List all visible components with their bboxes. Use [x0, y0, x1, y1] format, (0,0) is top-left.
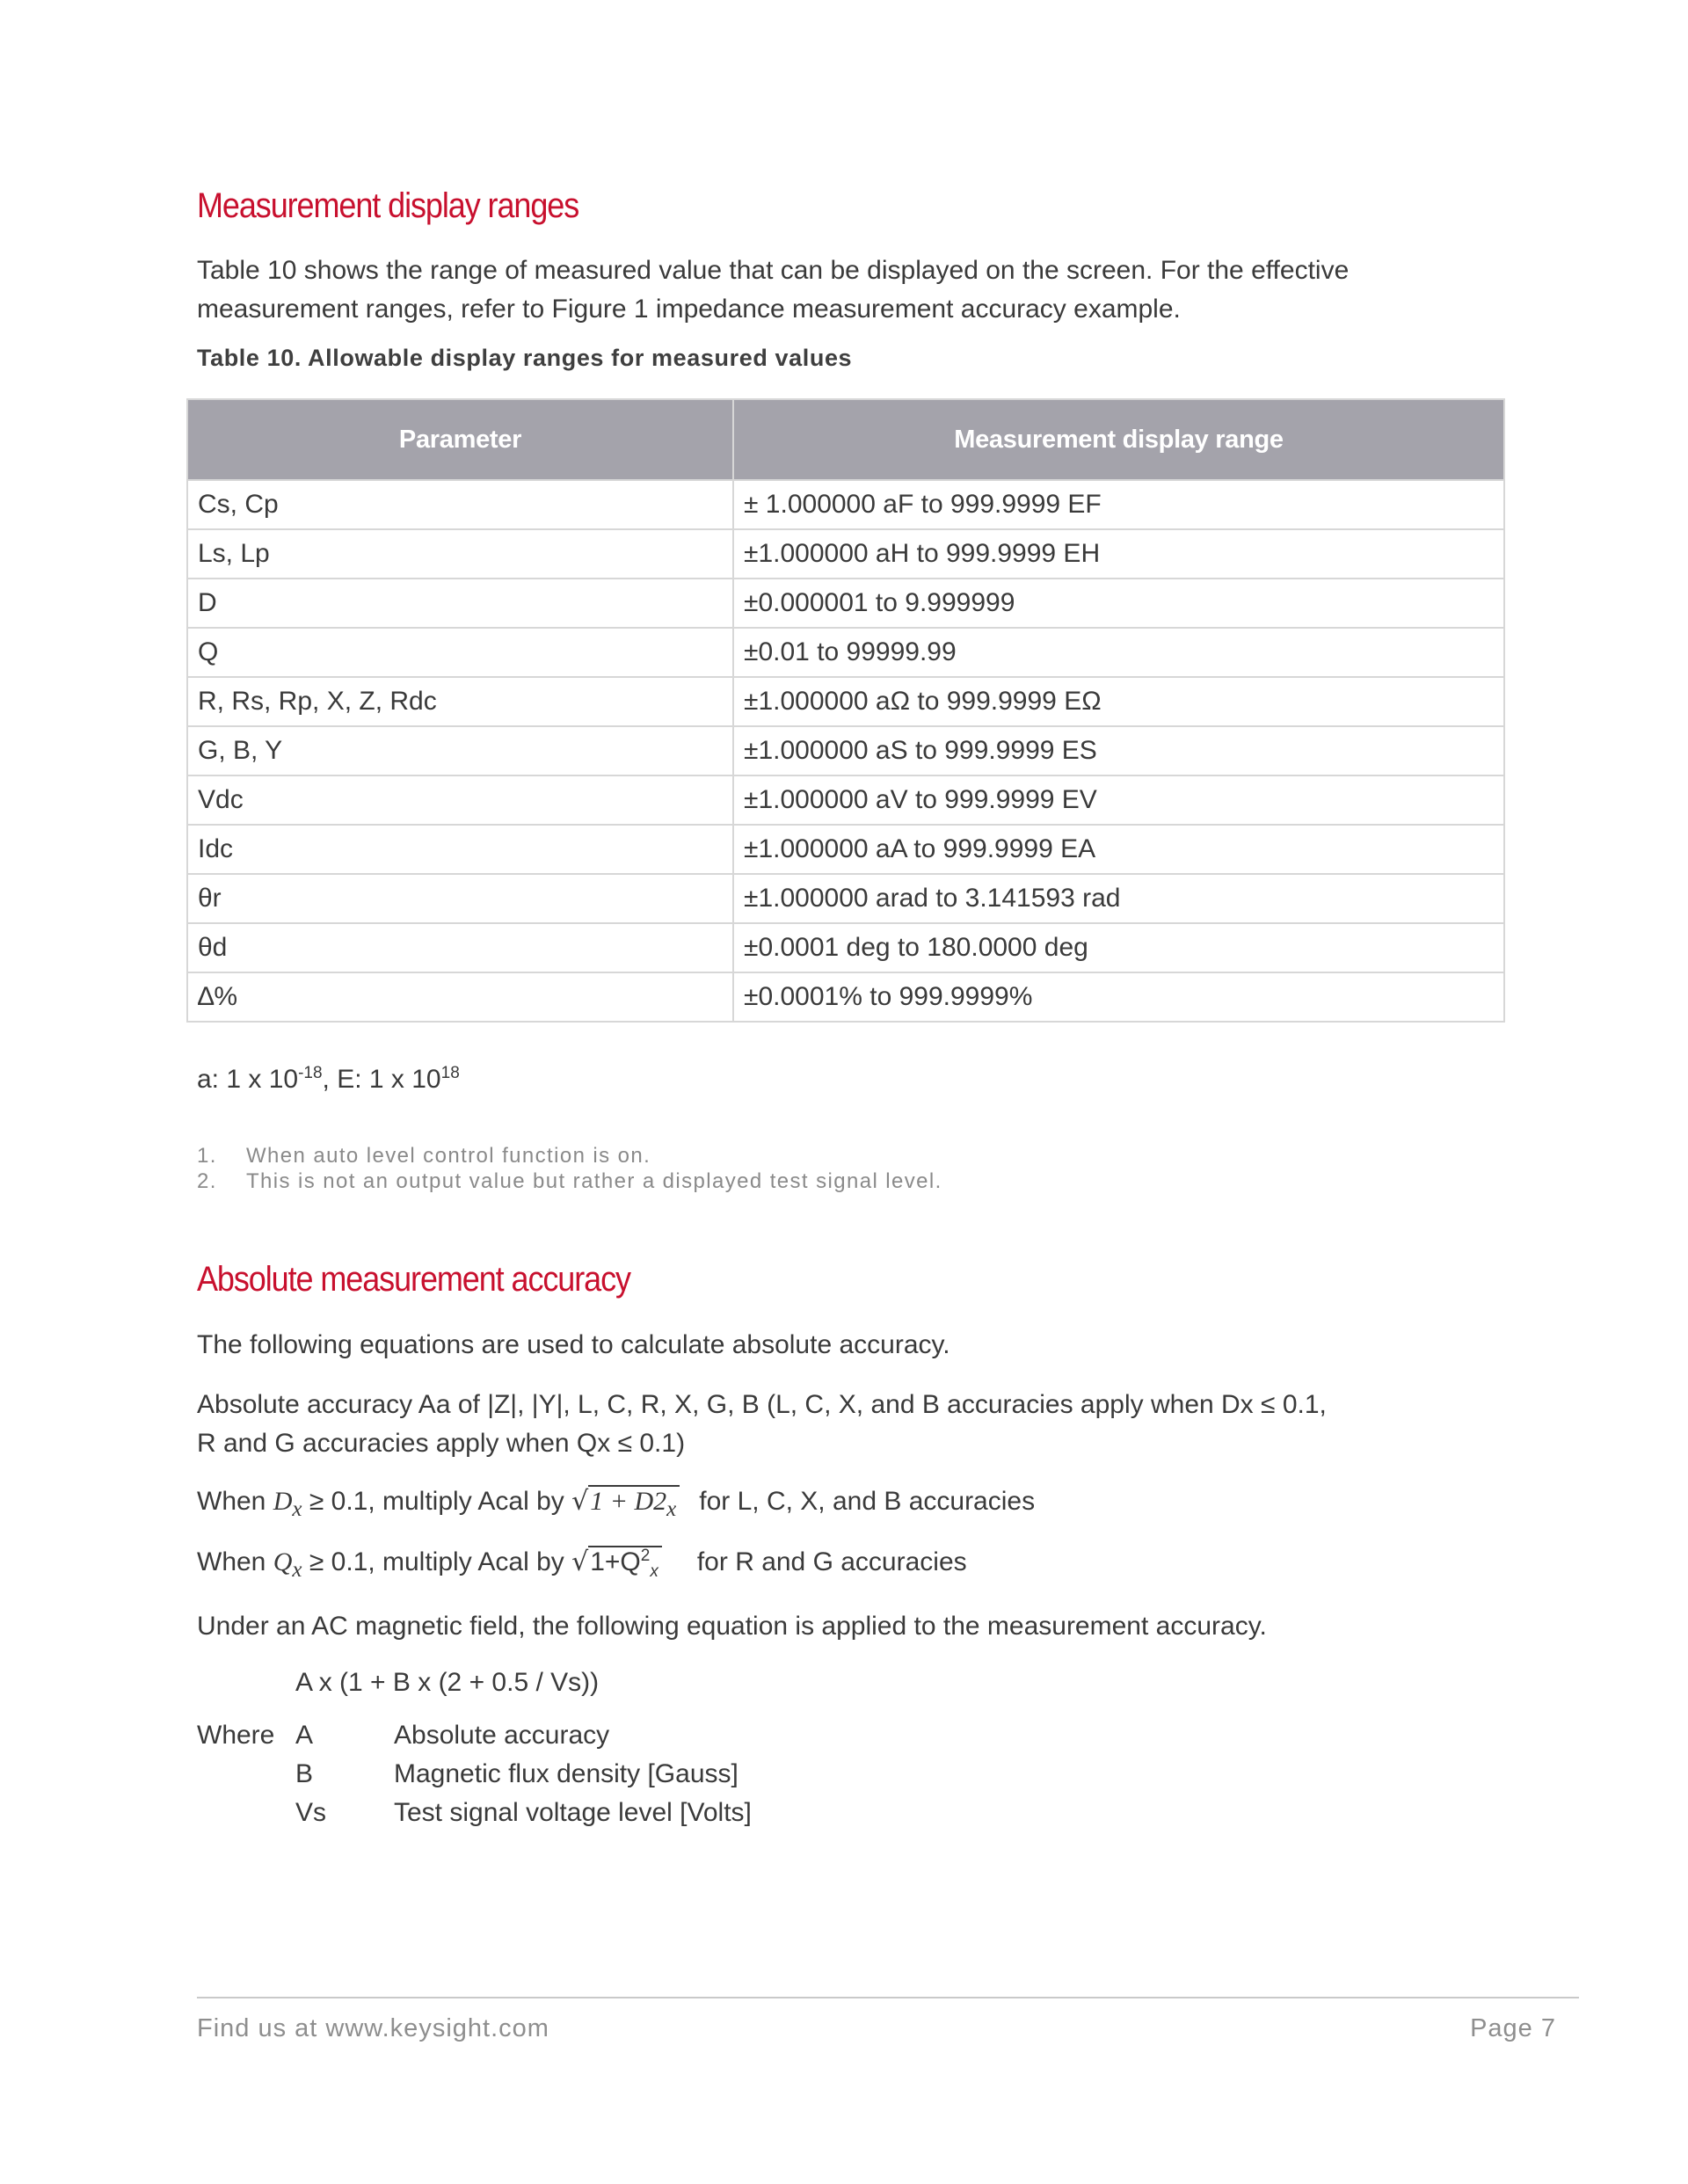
exa-exponent: 18 [440, 1064, 460, 1082]
header-parameter: Parameter [187, 399, 733, 480]
rule-suffix: for L, C, X, and B accuracies [699, 1487, 1036, 1516]
param-cell: Vdc [187, 775, 733, 825]
param-cell: Idc [187, 825, 733, 874]
table-row [187, 480, 1504, 529]
where-description: Absolute accuracy [394, 1721, 610, 1750]
unit-prefix-note [197, 1064, 460, 1095]
where-symbol: A [295, 1721, 314, 1750]
where-definitions [197, 1716, 1076, 1832]
rule-middle: ≥ 0.1, multiply Acal by [302, 1547, 572, 1576]
radicand: 1+Q [590, 1547, 641, 1576]
intro-line-2: measurement ranges, refer to Figure 1 impedance measurement accuracy example. [197, 295, 1181, 324]
param-cell: Q [187, 628, 733, 677]
param-cell: R, Rs, Rp, X, Z, Rdc [187, 677, 733, 726]
exa-definition: , E: 1 x 10 [322, 1065, 441, 1094]
table-row [187, 579, 1504, 628]
footer-divider [197, 1997, 1579, 1998]
radicand-subscript: x [650, 1562, 658, 1581]
param-cell: θr [187, 874, 733, 923]
dx-subscript: x [292, 1497, 302, 1521]
range-cell: ±1.000000 aH to 999.9999 EH [733, 529, 1504, 579]
table-row [187, 874, 1504, 923]
where-description: Test signal voltage level [Volts] [394, 1798, 752, 1827]
footnote-text: This is not an output value but rather a displayed test signal level. [246, 1169, 942, 1193]
header-display-range: Measurement display range [733, 399, 1504, 480]
param-cell: ∆% [187, 972, 733, 1022]
accuracy-definition-line-1: Absolute accuracy Aa of |Z|, |Y|, L, C, R, X, G, B (L, C, X, and B accuracies apply when Dx ≤ 0.1, [197, 1390, 1327, 1419]
range-cell: ±0.000001 to 9.999999 [733, 579, 1504, 628]
page-number: Page 7 [1470, 2014, 1556, 2042]
table-row [187, 726, 1504, 775]
sqrt-expression: $√1 + D2_x$ [571, 1486, 680, 1522]
param-cell: D [187, 579, 733, 628]
table-row [187, 677, 1504, 726]
sqrt-expression: $√1+Q^2_x$ [571, 1547, 662, 1582]
table-header-row [187, 399, 1504, 480]
range-cell: ±1.000000 aV to 999.9999 EV [733, 775, 1504, 825]
dx-variable: D [273, 1487, 293, 1516]
accuracy-intro: The following equations are used to calculate absolute accuracy. [197, 1330, 950, 1359]
atto-exponent: -18 [298, 1064, 323, 1082]
rule-prefix: When [197, 1547, 273, 1576]
range-cell: ± 1.000000 aF to 999.9999 EF [733, 480, 1504, 529]
where-row [197, 1794, 1076, 1832]
range-cell: ±0.0001% to 999.9999% [733, 972, 1504, 1022]
param-cell: Ls, Lp [187, 529, 733, 579]
table-row [187, 775, 1504, 825]
where-symbol: Vs [295, 1798, 327, 1827]
range-cell: ±1.000000 aA to 999.9999 EA [733, 825, 1504, 874]
ac-field-intro: Under an AC magnetic field, the following equation is applied to the measurement accuracy. [197, 1612, 1267, 1641]
accuracy-definition-line-2: R and G accuracies apply when Qx ≤ 0.1) [197, 1429, 686, 1458]
param-cell: Cs, Cp [187, 480, 733, 529]
table-row [187, 825, 1504, 874]
rule-middle: ≥ 0.1, multiply Acal by [302, 1487, 572, 1516]
where-label: Where [197, 1721, 275, 1750]
qx-subscript: x [292, 1558, 302, 1582]
range-cell: ±1.000000 aΩ to 999.9999 EΩ [733, 677, 1504, 726]
table-row [187, 923, 1504, 972]
where-description: Magnetic flux density [Gauss] [394, 1759, 738, 1788]
radicand: 1 + D2 [590, 1487, 667, 1516]
radicand-superscript: 2 [640, 1547, 651, 1565]
param-cell: G, B, Y [187, 726, 733, 775]
intro-line-1: Table 10 shows the range of measured value that can be displayed on the screen. For the effective [197, 256, 1350, 285]
where-row [197, 1716, 1076, 1755]
table-caption: Table 10. Allowable display ranges for measured values [197, 345, 853, 371]
atto-definition: a: 1 x 10 [197, 1065, 299, 1094]
rule-prefix: When [197, 1487, 273, 1516]
param-cell: θd [187, 923, 733, 972]
footnote-number: 2. [197, 1169, 217, 1193]
footer-website[interactable]: Find us at www.keysight.com [197, 2014, 549, 2042]
footnote-item [197, 1143, 942, 1168]
display-range-table [186, 398, 1505, 1023]
range-cell: ±1.000000 arad to 3.141593 rad [733, 874, 1504, 923]
footnote-number: 1. [197, 1144, 217, 1168]
range-cell: ±0.01 to 99999.99 [733, 628, 1504, 677]
table-row [187, 529, 1504, 579]
where-symbol: B [295, 1759, 314, 1788]
range-cell: ±1.000000 aS to 999.9999 ES [733, 726, 1504, 775]
table-row [187, 628, 1504, 677]
range-cell: ±0.0001 deg to 180.0000 deg [733, 923, 1504, 972]
dx-multiplier-rule [197, 1486, 1035, 1522]
section-heading-display-ranges: Measurement display ranges [197, 186, 579, 225]
footnote-item [197, 1168, 942, 1194]
footnote-text: When auto level control function is on. [246, 1144, 651, 1168]
ac-field-formula: A x (1 + B x (2 + 0.5 / Vs)) [295, 1668, 600, 1697]
where-row [197, 1755, 1076, 1794]
qx-multiplier-rule [197, 1547, 967, 1583]
rule-suffix: for R and G accuracies [696, 1547, 967, 1576]
table-row [187, 972, 1504, 1022]
footnotes-list [197, 1143, 942, 1194]
radicand-subscript: x [666, 1497, 677, 1521]
section-heading-absolute-accuracy: Absolute measurement accuracy [197, 1260, 630, 1299]
qx-variable: Q [273, 1547, 293, 1576]
